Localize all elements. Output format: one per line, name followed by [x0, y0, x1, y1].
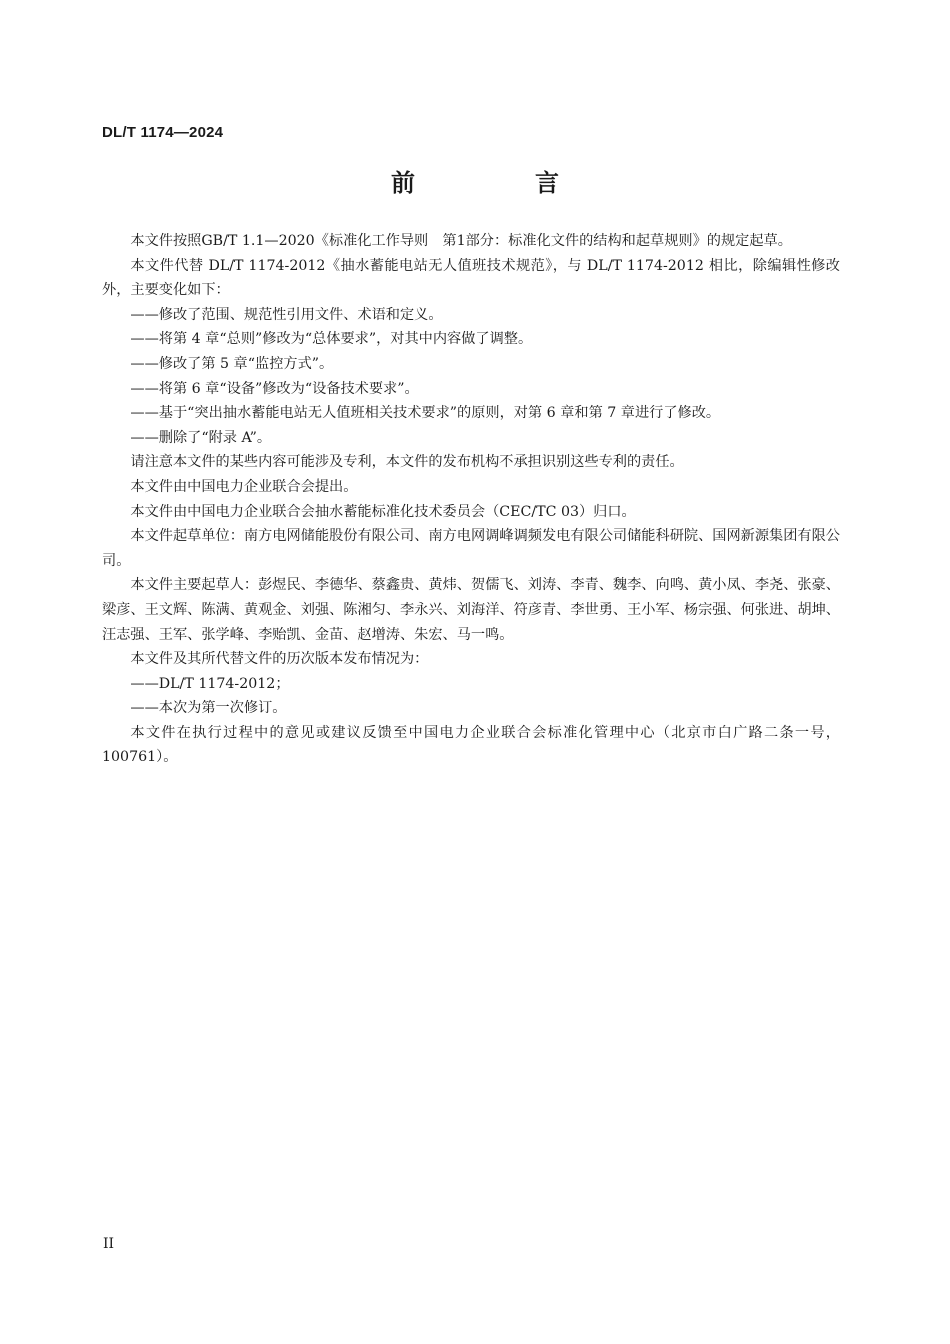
change-list-item: ——修改了第 5 章“监控方式”。: [130, 355, 334, 372]
paragraph: 本文件在执行过程中的意见或建议反馈至中国电力企业联合会标准化管理中心（北京市白广路二条一号，100761）。: [102, 724, 840, 766]
paragraph: 本文件由中国电力企业联合会提出。: [130, 478, 358, 495]
page-title: 前 言: [391, 169, 607, 197]
paragraph: 本文件代替 DL/T 1174-2012《抽水蓄能电站无人值班技术规范》，与 DL/T 1174-2012 相比，除编辑性修改外，主要变化如下：: [102, 257, 840, 299]
change-list-item: ——基于“突出抽水蓄能电站无人值班相关技术要求”的原则，对第 6 章和第 7 章进行了修改。: [130, 405, 721, 422]
version-list-item: ——本次为第一次修订。: [130, 700, 287, 717]
paragraph: 本文件按照GB/T 1.1—2020《标准化工作导则 第1部分：标准化文件的结构和起草规则》的规定起草。: [130, 233, 792, 249]
change-list-item: ——修改了范围、规范性引用文件、术语和定义。: [130, 306, 443, 323]
change-list-item: ——将第 6 章“设备”修改为“设备技术要求”。: [130, 380, 419, 397]
change-list-item: ——将第 4 章“总则”修改为“总体要求”，对其中内容做了调整。: [130, 331, 533, 348]
version-list-item: ——DL/T 1174-2012；: [130, 675, 290, 692]
paragraph: 本文件由中国电力企业联合会抽水蓄能标准化技术委员会（CEC/TC 03）归口。: [130, 503, 636, 520]
paragraph: 本文件及其所代替文件的历次版本发布情况为：: [130, 651, 429, 668]
page-number: II: [103, 1236, 115, 1252]
paragraph: 本文件主要起草人：彭煜民、李德华、蔡鑫贵、黄炜、贺儒飞、刘涛、李青、魏李、向鸣、黄小凤、李尧、张豪、梁彦、王文辉、陈满、黄观金、刘强、陈湘匀、李永兴、刘海洋、符彦青、李世勇、王小军、杨宗强、何张进、胡坤、汪志强、王军、张学峰、李贻凯、金苗、赵增涛、朱宏、马一鸣。: [102, 577, 840, 643]
paragraph: 本文件起草单位：南方电网储能股份有限公司、南方电网调峰调频发电有限公司储能科研院、国网新源集团有限公司。: [102, 528, 840, 569]
document-code: DL/T 1174—2024: [102, 124, 224, 141]
foreword-body: [102, 229, 840, 770]
paragraph: 请注意本文件的某些内容可能涉及专利，本文件的发布机构不承担识别这些专利的责任。: [130, 454, 684, 471]
change-list-item: ——删除了“附录 A”。: [130, 429, 272, 446]
